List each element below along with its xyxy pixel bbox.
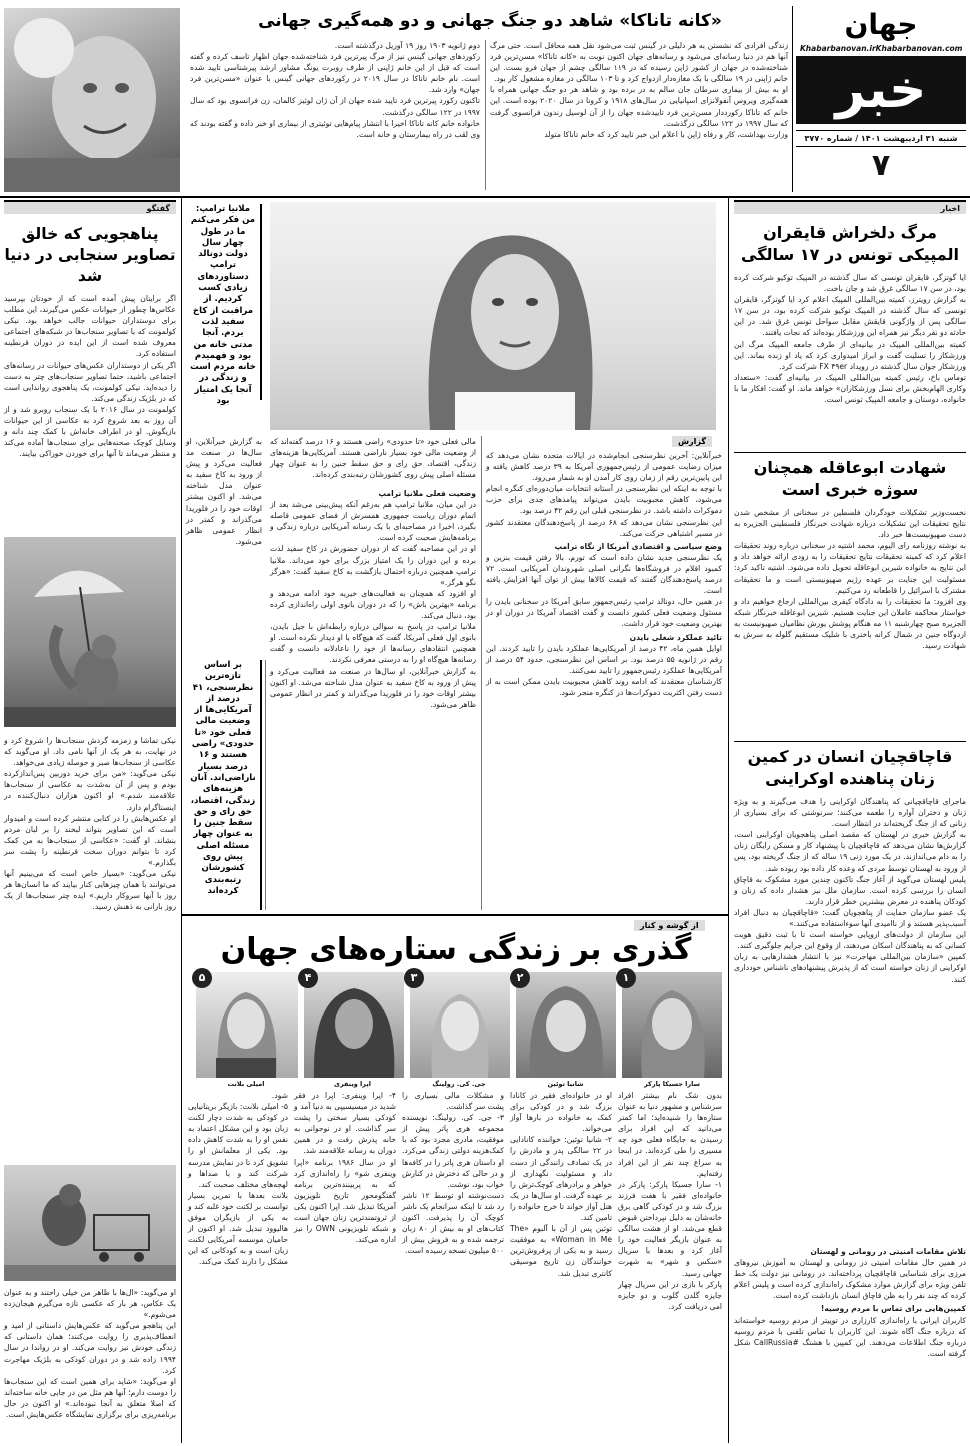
photo-icon <box>4 537 176 727</box>
stars-photos <box>196 972 722 1082</box>
stars-headline: گذری بر زندگی ستاره‌های جهان <box>220 932 692 967</box>
center-pull-quote-1: ملانیا ترامپ: من فکر می‌کنم ما در طول چهار سال دولت دونالد ترامپ دستاوردهای زیادی کسب کردیم. از مراقبت از کاخ سفید لذت بردم. آنجا مدتی خانه من بود و فهمیدم خانه مردم است و زندگی در آنجا یک امتیاز بود <box>190 204 262 400</box>
left-body-1: اگر برایتان پیش آمده است که از خودتان بپرسید عکاس‌ها چطور از حیوانات عکس می‌گیرند، این مطلب برای دوستداران حیوانات جالب خواهد بود. نیکی کولمونت که با تصاویر سنجاب‌ها در شبکه‌های اجتماعی معروف شده است از این ایده در دوران قرنطینه استفاده کرد. اگر یکی از دوستداران عکس‌های حیوانات در رسانه‌های اجتماعی باشید، حتما تصاویر سنجاب‌های چتر به دست را دیده‌اید. نیکی کولمونت، یک پناهجوی رواندایی است که در بلژیک زندگی می‌کند. کولمونت در سال ۲۰۱۶ با یک سنجاب روبرو شد و از آن روز به بعد شروع کرد به عکاسی از این حیوانات بازیگوش. او در اطراف خانه‌اش با کمک چند دانه و وسایل کوچک صحنه‌هایی برای سنجاب‌ها آماده می‌کند و منتظر می‌ماند تا آنها برای خوردن خوراکی بیایند. <box>4 294 176 459</box>
center-sub-3: وضعیت فعلی ملانیا ترامپ <box>378 489 476 498</box>
star-photo-1 <box>622 972 722 1078</box>
star-name-4: اپرا وینفری <box>333 1080 372 1088</box>
masthead <box>796 8 966 188</box>
logo-text: خبر <box>835 60 927 120</box>
star-name-3: جی. کی. رولینگ <box>432 1080 486 1088</box>
site-urls <box>796 44 966 53</box>
star-photo-4 <box>304 972 404 1078</box>
stars-col-2: او در خانواده‌ای فقیر در کانادا بزرگ شد و در کودکی برای کمک به خانواده در بارها آواز می‌خواند. ۲- شانیا توئین: خواننده کانادایی در ۲۲ سالگی پدر و مادرش را در یک تصادف رانندگی از دست داد و مسئولیت نگهداری از خواهر و برادرهای کوچک‌ترش را بر عهده گرفت. او سال‌ها در یک هتل آواز خواند تا خرج خانواده را تامین کند. توئین پس از آن با آلبوم «The Woman in Me» به موفقیت رسید و به یکی از پرفروش‌ترین خوانندگان زن تاریخ موسیقی کانتری تبدیل شد. <box>510 1091 613 1278</box>
star-name-2: شانیا توئین <box>547 1080 584 1088</box>
right-body-3b: تلاش مقامات امنیتی در رومانی و لهستان در همین حال مقامات امنیتی در رومانی و لهستان به آموزش نیروهای مرزی برای شناسایی قاچاقچیان پرداخته‌اند. در رومانی نیز دولت یک خط تلفن ویژه برای گزارش موارد مشکوک راه‌اندازی کرده است و پلیس اعلام کرده که چند نفر را به ظن قاچاق انسان بازداشت کرده است. کمپین‌هایی برای تماس با مردم روسیه! کاربران ایرانی با راه‌اندازی کارزاری در توییتر از مردم روسیه خواسته‌اند که درباره جنگ آگاه شوند. این کاربران با تماس تلفنی با مردم روسیه درباره جنگ اطلاعات می‌دهند. این کمپین با هشتگ #CallRussia شکل گرفته است. <box>734 1247 966 1358</box>
star-names <box>196 1080 722 1089</box>
star-photo-2 <box>516 972 616 1078</box>
photo-icon <box>4 1165 176 1281</box>
squirrel-umbrella-photo <box>4 537 176 727</box>
photo-icon <box>304 972 404 1078</box>
star-photo-3 <box>410 972 510 1078</box>
photo-icon <box>4 8 180 192</box>
star-name-5: امیلی بلانت <box>227 1080 265 1088</box>
top-col-left: دوم ژانویه ۱۹۰۳ روز ۱۹ آوریل درگذشته است. رکوردهای جهانی گینس نیز از مرگ پیرترین فرد شناخته‌شده جهان اظهار تاسف کرده و گفته است که قبل از این خانم ژاپنی از طرف روبرت یونگ مشاور ارشد پیرشناسی تایید شده است. نام خانم تاناکا در سال ۲۰۱۹ در رکوردهای جهانی گینس با عنوان «مسن‌ترین فرد جهان» وارد شد. تاکنون رکورد پیرترین فرد تایید شده جهان از آن ژان لوئیز کالمان، زن فرانسوی بود که سال ۱۹۹۷ در ۱۲۲ سالگی درگذشت. خانواده خانم کانه تاناکا اخیرا با انتشار پیام‌هایی توئیتری از بیماری او خبر داده و گفته بودند که وی لقب در راه بیمارستان و خانه است. <box>190 41 481 139</box>
right-headline-3: قاچاقچیان انسان در کمین زنان پناهنده اوکراینی <box>747 747 953 788</box>
star-badge-1: ۱ <box>616 968 636 988</box>
star-badge-2: ۲ <box>510 968 530 988</box>
photo-icon <box>622 972 722 1078</box>
stars-col-3: و مشکلات مالی بسیاری را پشت سر گذاشت. ۳- جی. کی. رولینگ: نویسنده مجموعه هری پاتر پیش از موفقیت، مادری مجرد بود که با کمک‌هزینه دولتی زندگی می‌کرد. او داستان هری پاتر را در کافه‌ها و در حالی که دخترش در کنارش خواب بود، نوشت. دست‌نوشته او توسط ۱۲ ناشر رد شد تا اینکه سرانجام یک ناشر کوچک آن را پذیرفت. اکنون کتاب‌های او به بیش از ۸۰ زبان ترجمه شده و به فروش بیش از ۵۰۰ میلیون نسخه رسیده است. <box>402 1091 504 1256</box>
right-label: اخبار <box>734 200 966 214</box>
right-body-2: نخست‌وزیر تشکیلات خودگردان فلسطین در سخنانی از مشخص شدن نتایج تحقیقات این تشکیلات درباره شهادت خبرنگار فلسطینی الجزیره به دست صهیونیست‌ها خبر داد. به نوشته روزنامه رای الیوم، محمد اشتیه در سخنانی درباره روند تحقیقات اعلام کرد که کمیته تحقیقات نتایج تحقیقات را به زودی ارائه خواهد داد و این نتایج به خانواده شیرین ابوعاقله تحویل داده می‌شود. اشتیه تاکید کرد: مسئولیت این جنایت بر عهده رژیم صهیونیستی است و ما تحقیقات مشترک با اسرائیل را قاطعانه رد می‌کنیم. وی افزود: ما تحقیقات را به دادگاه کیفری بین‌المللی ارجاع خواهیم داد و خواستار محاکمه عاملان این جنایت هستیم. شیرین ابوعاقله خبرنگار شبکه الجزیره صبح چهارشنبه ۱۱ مه هنگام پوشش یورش نظامیان صهیونیست به اردوگاه جنین در شمال کرانه باختری با شلیک مستقیم گلوله به سرش به شهادت رسید. <box>734 508 966 651</box>
tanaka-photo <box>4 8 180 192</box>
site-url-right[interactable]: Khabarbanovan.com <box>875 44 963 53</box>
right-headline-1: مرگ دلخراش قایقران المپیکی تونس در ۱۷ سالگی <box>741 223 959 264</box>
top-col-right: زندگی افرادی که نشستن به هر دلیلی در گینس ثبت می‌شود نقل همه محافل است. حتی مرگ آنها هم در دنیا رسانه‌ای می‌شود و رسانه‌های جهان اکنون نوبت به «کانه تاناکا» مسن‌ترین فرد شناخته‌شده در جهان از کشور ژاپن رسیده که در ۱۱۹ سالگی چشم از جهان فرو بست. این خانم ژاپنی در ۱۹ سالگی با یک مغازه‌دار ازدواج کرد و تا ۱۰۳ سالگی در مغازه مشغول کار بود. او به بیش از بیماری سرطان جان سالم به در برده بود و شاهد هر دو جنگ جهانی همراه با همه‌گیری ویروس آنفولانزای اسپانیایی در سال‌های ۱۹۱۸ و کرونا در سال ۲۰۲۰ بوده است. این خانم که تاناکا رکورددار مسن‌ترین فرد تاییدشده جهان را از آن لوسیل رندون فرانسوی گرفت که سال ۱۹۹۷ در ۱۲۲ سالگی درگذشت. وزارت بهداشت، کار و رفاه ژاپن با اعلام این خبر تایید کرد که خانم تاناکا متولد <box>490 41 788 139</box>
center-col-left-top: مالی فعلی خود «تا حدودی» راضی هستند و ۱۶ درصد گفته‌اند که از وضعیت مالی خود بسیار ناراضی هستند. آمریکایی‌ها هزینه‌های زندگی، اقتصاد، حق رای و حق سقط جنین را به عنوان چهار مسئله اصلی پیش روی کشورشان رتبه‌بندی کرده‌اند. <box>270 437 476 480</box>
site-url-left[interactable]: Khabarbanovan.ir <box>800 44 876 53</box>
right-sub-1: تلاش مقامات امنیتی در رومانی و لهستان <box>810 1247 966 1256</box>
squirrel-cart-photo <box>4 1165 176 1281</box>
left-body-3: او می‌گوید: «ال‌ها با ظاهر من خیلی راحتند و به عنوان یک عکاس، هر بار که عکسی تازه می‌گیرم هیجان‌زده می‌شوم.» این پناهجو می‌گوید که عکس‌هایش داستانی از امید و انعطاف‌پذیری را روایت می‌کنند؛ همان داستانی که زندگی خودش نیز روایت می‌کند. او در رواندا در سال ۱۹۹۴ زاده شد و در دوران کودکی به بلژیک مهاجرت کرد. او می‌گوید: «شاید برای همین است که این سنجاب‌ها را دوست دارم؛ آنها هم مثل من در جایی خانه ساخته‌اند که اصلا متعلق به آنجا نبوده‌اند.» او اکنون در حال برنامه‌ریزی برای برگزاری نمایشگاه عکس‌هایش است. <box>4 1288 176 1420</box>
left-body-2: نیکی تماشا و زمزمه گردش سنجاب‌ها را شروع کرد و در نهایت، به هر یک از آنها نامی داد. او می‌گوید که عکاسی از سنجاب‌ها صبر و حوصله زیادی می‌خواهد. نیکی می‌گوید: «من برای خرید دوربین پس‌اندازکرده بودم و پس از آن به‌شدت به عکاسی از سنجاب‌ها علاقه‌مند شدم.» او اکنون هزاران دنبال‌کننده در اینستاگرام دارد. او عکس‌هایش را در کتابی منتشر کرده است و امیدوار است که این تصاویر بتواند لبخند را بر لبان مردم بنشاند. او گفت: «عکاسی از سنجاب‌ها به من کمک کرد تا بتوانم دوران سخت قرنطینه را پشت سر بگذارم.» نیکی می‌گوید: «بسیار خاص است که می‌بینیم آنها می‌توانند با همان چیزهایی کنار بیایند که ما انسان‌ها هر روز با آنها سروکار داریم.» ایده چتر سنجاب‌ها از یک روز بارانی به ذهنش رسید. <box>4 736 176 912</box>
star-badge-5: ۵ <box>192 968 212 988</box>
center-pull-quote-2: بر اساس تازه‌ترین نظرسنجی، ۴۱ درصد از آمریکایی‌ها از وضعیت مالی فعلی خود «تا حدودی» راضی هستند و ۱۶ درصد بسیار ناراضی‌اند. آنان هزینه‌های زندگی، اقتصاد، حق رای و حق سقط جنین را به عنوان چهار مسئله اصلی پیش روی کشورشان رتبه‌بندی کرده‌اند <box>190 660 262 910</box>
right-column <box>734 200 966 1440</box>
left-label: گفتگو <box>4 200 176 214</box>
right-sub-2: کمپین‌هایی برای تماس با مردم روسیه! <box>820 1304 966 1314</box>
stars-label: از گوشه و کنار <box>634 920 705 931</box>
photo-icon <box>270 202 716 430</box>
section-title: جهان <box>844 8 918 41</box>
photo-icon <box>516 972 616 1078</box>
center-col-right: خبرآنلاین: آخرین نظرسنجی انجام‌شده در ایالات متحده نشان می‌دهد که میزان رضایت عمومی از رئیس‌جمهوری آمریکا به ۳۹ درصد کاهش یافته و این پایین‌ترین رقم از زمان روی کار آمدن او به شمار می‌رود. با توجه به اینکه این نظرسنجی در آستانه انتخابات میان‌دوره‌ای کنگره انجام می‌شود، کاهش محبوبیت بایدن می‌تواند پیامدهای جدی برای حزب دموکرات داشته باشد. در نظرسنجی قبلی این رقم ۴۲ درصد بود. این نظرسنجی نشان می‌دهد که ۶۸ درصد از پاسخ‌دهندگان معتقدند کشور در مسیر اشتباهی حرکت می‌کند. وضع سیاسی و اقتصادی آمریکا از نگاه ترامپ یک نظرسنجی جدید نشان داده است که تورم، بالا رفتن قیمت بنزین و کمبود اقلام در فروشگاه‌ها نگرانی اصلی شهروندان آمریکایی است. ۷۲ درصد پاسخ‌دهندگان گفتند که قیمت کالاها بیش از توان آنها افزایش یافته است. در همین حال، دونالد ترامپ رئیس‌جمهور سابق آمریکا در سخنانی بایدن را مسئول وضعیت فعلی کشور دانست و گفت اقتصاد آمریکا در دوران او در بهترین وضعیت خود قرار داشت. تائید عملکرد شغلی بایدن اوایل همین ماه، ۴۲ درصد از آمریکایی‌ها عملکرد بایدن را تایید کردند. این رقم در ژانویه ۵۵ درصد بود. بر اساس این نظرسنجی، حدود ۵۴ درصد از آمریکایی‌ها عملکرد رئیس‌جمهور را تایید نمی‌کنند. کارشناسان معتقدند که ادامه روند کاهش محبوبیت بایدن ممکن است به از دست رفتن اکثریت دموکرات‌ها در کنگره منجر شود. <box>486 451 723 697</box>
star-photo-5 <box>196 972 298 1078</box>
logo <box>796 56 966 124</box>
center-sub-1: وضع سیاسی و اقتصادی آمریکا از نگاه ترامپ <box>554 541 722 551</box>
star-name-1: سارا جسیکا پارکر <box>644 1080 700 1088</box>
right-body-3: ماجرای قاچاقچیانی که پناهندگان اوکراینی را هدف می‌گیرند و به ویژه زنان و دختران آواره را طعمه می‌کنند؛ سرنوشتی که برای بسیاری از زنانی که از جنگ گریخته‌اند در انتظار است. به گزارش خبری در لهستان که مقصد اصلی پناهجویان اوکراینی است، گزارش‌ها نشان می‌دهد که قاچاقچیان با پیشنهاد کار و مسکن رایگان زنان را به دام می‌اندازند. در یک مورد زنی ۱۹ ساله که از جنگ گریخته بود، پس از ورود به لهستان توسط مردی که وعده کار داده بود ربوده شد. پلیس لهستان می‌گوید از آغاز جنگ تاکنون چندین مورد مشکوک به قاچاق انسان را بررسی کرده است. سازمان ملل نیز هشدار داده که زنان و کودکان پناهنده در معرض بیشترین خطر قرار دارند. یک عضو سازمان حمایت از پناهجویان گفت: «قاچاقچیان به دنبال افراد آسیب‌پذیر هستند و از ناامیدی آنها سوءاستفاده می‌کنند.» این سازمان از دولت‌های اروپایی خواسته است تا با ثبت دقیق هویت کسانی که به پناهندگان اسکان می‌دهند، از وقوع این جرایم جلوگیری کنند. کمپین «سازمان بین‌المللی مهاجرت» نیز با انتشار هشدارهایی به زبان اوکراینی از زنان خواسته است که از پذیرش پیشنهادهای ناشناس خودداری کنند. <box>734 797 966 984</box>
stars-col-1: بدون شک نام بیشتر افراد سرشناس و مشهور دنیا به عنوان ستاره‌ها را شنیده‌اید؛ اما کمتر می‌دانید که این افراد برای رسیدن به جایگاه فعلی خود چه مسیری را طی کرده‌اند. در اینجا به سراغ چند نفر از این افراد رفته‌ایم. ۱- سارا جسیکا پارکر: پارکر در خانواده‌ای فقیر با هفت فرزند بزرگ شد و در کودکی گاهی برق خانه‌شان به دلیل نپرداختن قبوض قطع می‌شد. او از هشت سالگی به عنوان بازیگر فعالیت خود را آغاز کرد و بعدها با سریال «سکس و شهر» به شهرت جهانی رسید. پارکر با بازی در این سریال چهار جایزه گلدن گلوب و دو جایزه امی دریافت کرد. <box>618 1091 722 1311</box>
center-sub-2: تائید عملکرد شغلی بایدن <box>629 632 722 642</box>
melania-photo <box>270 202 716 430</box>
center-col-far-left: به گزارش خبرآنلاین، او سال‌ها در صنعت مد فعالیت می‌کرد و پیش از ورود به کاخ سفید به عنوان مدل شناخته می‌شد. او اکنون بیشتر اوقات خود را در فلوریدا می‌گذراند و کمتر در انظار عمومی ظاهر می‌شود. <box>186 437 262 546</box>
center-col-left: وضعیت فعلی ملانیا ترامپ در این میان، ملانیا ترامپ هم به‌رغم آنکه پیش‌بینی می‌شد بعد از اتمام دوران ریاست جمهوری همسرش از فضای عمومی فاصله بگیرد، اخیرا در مصاحبه‌ای با یک رسانه آمریکایی درباره زندگی و برنامه‌هایش صحبت کرده است. او در این مصاحبه گفت که از دوران حضورش در کاخ سفید لذت برده و این دوران را یک امتیاز بزرگ برای خود می‌داند. ملانیا ترامپ همچنین درباره احتمال بازگشت به کاخ سفید گفت: «هرگز نگو هرگز.» او افزود که همچنان به فعالیت‌های خیریه خود ادامه می‌دهد و برنامه «بهترین باش» را که در دوران بانوی اولی راه‌اندازی کرده بود، دنبال می‌کند. ملانیا ترامپ در پاسخ به سوالی درباره رابطه‌اش با جیل بایدن، بانوی اول فعلی آمریکا، گفت که هیچ‌گاه با او دیدار نکرده است. او همچنین انتقادهای رسانه‌ها از خود را ناعادلانه دانست و گفت رسانه‌ها هیچ‌گاه او را به درستی معرفی نکردند. به گزارش خبرآنلاین، او سال‌ها در صنعت مد فعالیت می‌کرد و پیش از ورود به کاخ سفید به عنوان مدل شناخته می‌شد. او اکنون بیشتر اوقات خود را در فلوریدا می‌گذراند و کمتر در انظار عمومی ظاهر می‌شود. <box>270 489 476 709</box>
right-body-1: ایا گوتزگر، قایقران تونسی که سال گذشته در المپیک توکیو شرکت کرده بود، در سن ۱۷ سالگی غرق شد و جان باخت. به گزارش رویترز، کمیته بین‌المللی المپیک اعلام کرد ایا گوتزگر، قایقران تونسی که سال گذشته در المپیک توکیو شرکت کرده بود، در سن ۱۷ سالگی پس از واژگونی قایقش مقابل سواحل تونس غرق شد. در این حادثه دو نفر دیگر نیز همراه این ورزشکار بوده‌اند که نجات یافتند. کمیته بین‌المللی المپیک در بیانیه‌ای از طرف جامعه المپیک مرگ این ورزشکار را تسلیت گفت و ابراز امیدواری کرد که یاد او زنده بماند. این ورزشکار جوان سال گذشته در رویداد FX ۴۹er شرکت کرد. توماس باخ، رئیس کمیته بین‌المللی المپیک در بیانیه‌ای گفت: «ستعداد وکاری الهام‌بخش برای نسل ورزشکاران» خواهد ماند. او گفت: افکار ما با خانواده، دوستان و جامعه المپیک تونس است. <box>734 273 966 405</box>
photo-icon <box>196 972 298 1078</box>
left-column <box>4 200 176 1440</box>
photo-icon <box>410 972 510 1078</box>
top-headline: «کانه تاناکا» شاهد دو جنگ جهانی و دو همه‌گیری جهانی <box>258 11 722 31</box>
star-badge-4: ۴ <box>298 968 318 988</box>
stars-col-4: ۴- اپرا وینفری: اپرا در فقر شدید در میسیسیپی به دنیا آمد و کودکی بسیار سختی را پشت سر گذاشت. او در نوجوانی به خانه پدرش رفت و در همین دوران به رسانه علاقه‌مند شد. او در سال ۱۹۸۶ برنامه «اپرا وینفری شو» را راه‌اندازی کرد که به پربیننده‌ترین برنامه گفتگومحور تاریخ تلویزیون آمریکا تبدیل شد. اپرا اکنون یکی از ثروتمندترین زنان جهان است و شبکه تلویزیونی OWN را نیز اداره می‌کند. <box>294 1091 396 1245</box>
stars-col-5: شود. ۵- امیلی بلانت: بازیگر بریتانیایی در کودکی به شدت دچار لکنت زبان بود و این مشکل اعتماد به نفس او را به شدت کاهش داده بود. یکی از معلمانش او را تشویق کرد تا در نمایش مدرسه شرکت کند و با صداها و لهجه‌های مختلف صحبت کند. بلانت بعدها با تمرین بسیار توانست بر لکنت خود غلبه کند و به یکی از بازیگران موفق هالیوود تبدیل شد. او اکنون از حامیان موسسه آمریکایی لکنت زبان است و به کودکانی که این مشکل را دارند کمک می‌کند. <box>188 1091 288 1267</box>
left-headline: پناهجویی که خالق تصاویر سنجابی در دنیا شد <box>4 225 176 285</box>
report-label: گزارش <box>672 436 712 447</box>
issue-date: شنبه ۳۱ اردیبهشت ۱۴۰۱ / شماره ۳۷۷۰ <box>796 130 966 147</box>
right-headline-2: شهادت ابوعاقله همچنان سوژه خبری است <box>753 458 947 499</box>
page-number: ۷ <box>871 148 891 183</box>
star-badge-3: ۳ <box>404 968 424 988</box>
